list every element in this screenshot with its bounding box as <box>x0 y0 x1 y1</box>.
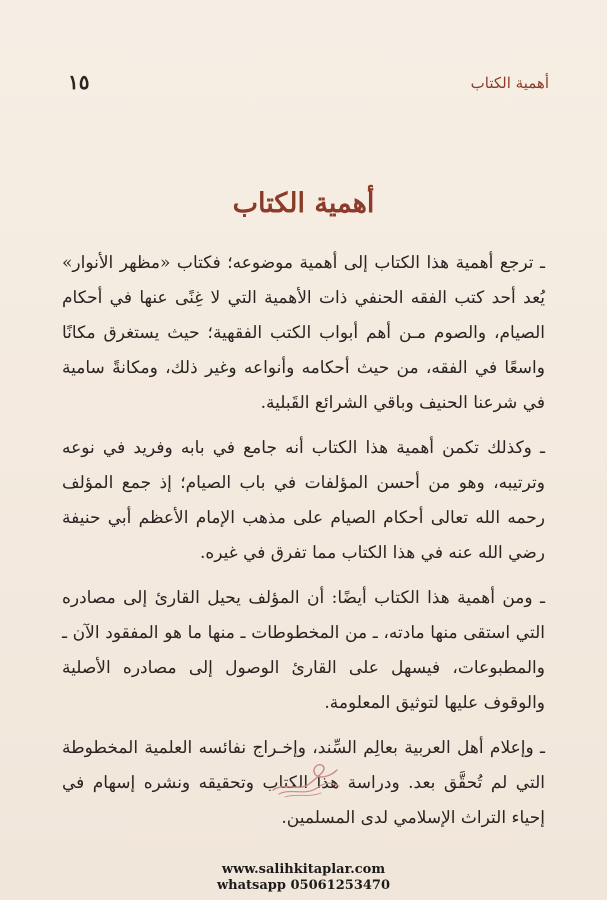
ornament-flourish-icon <box>265 760 345 800</box>
whatsapp-watermark: whatsapp 05061253470 <box>216 878 391 893</box>
chapter-title: أهمية الكتاب <box>232 188 375 219</box>
website-watermark: www.salihkitaplar.com <box>221 862 386 877</box>
paragraph-importance-topic: ـ ترجع أهمية هذا الكتاب إلى أهمية موضوعه؛ فكتاب «مظهر الأنوار» يُعد أحد كتب الفقه الحنفي ذات الأهمية التي لا غِنًى عنها في أحكام الصيام، والصوم مـن أهم أبواب الكتب الفقهية؛ حيث يستغرق مكانًا واسعًا في الفقه، من حيث أحكامه وأنواعه وغير ذلك، ومكانةً سامية في شرعنا الحنيف وباقي الشرائع القَبلية. <box>62 253 545 413</box>
watermark-footer <box>0 862 607 894</box>
paragraph-heritage: ـ وإعلام أهل العربية بعالِم السِّند، وإخـراج نفائسه العلمية المخطوطة التي لم تُحقَّق بعد. ودراسة هذا الكتاب وتحقيقه ونشره إسهام في إحياء التراث الإسلامي لدى المسلمين. <box>62 738 545 828</box>
paragraph-comprehensive: ـ وكذلك تكمن أهمية هذا الكتاب أنه جامع في بابه وفريد في نوعه وترتيبه، وهو من أحسن المؤلفات في باب الصيام؛ إذ جمع المؤلف رحمه الله تعالى أحكام الصيام على مذهب الإمام الأعظم أبي حنيفة رضي الله عنه في هذا الكتاب مما تفرق في غيره. <box>62 438 545 563</box>
running-title: أهمية الكتاب <box>470 74 549 92</box>
page-number: ١٥ <box>68 70 90 94</box>
body-text <box>62 246 545 846</box>
paragraph-sources: ـ ومن أهمية هذا الكتاب أيضًا: أن المؤلف يحيل القارئ إلى مصادره التي استقى منها مادته، ـ من المخطوطات ـ منها ما هو المفقود الآن ـ والمطبوعات، فيسهل على القارئ الوصول إلى مصادره الأصلية والوقوف عليها لتوثيق المعلومة. <box>62 588 545 713</box>
page-header <box>68 68 549 100</box>
